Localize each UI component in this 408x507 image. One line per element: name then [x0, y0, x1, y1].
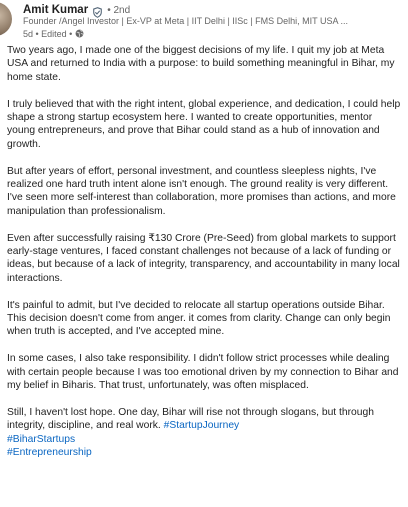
post-paragraph: But after years of effort, personal investment, and countless sleepless nights, I've realized one hard truth intent alone isn't enough. The ground reality is very different. I've seen more self-interest than collaboration, more promises than actions, and more manipulation than professionalism.	[7, 165, 396, 217]
author-headline: Founder /Angel Investor | Ex-VP at Meta | IIT Delhi | IISc | FMS Delhi, MIT USA ...	[23, 16, 348, 26]
closing-paragraph	[7, 406, 403, 460]
post-paragraph: Even after successfully raising ₹130 Crore (Pre-Seed) from global markets to support early-stage ventures, I faced constant challenges not because of a lack of funding or ideas, but because of a lack of integrity, transparency, and accountability in many local interactions.	[7, 232, 400, 284]
author-name[interactable]: Amit Kumar	[23, 4, 89, 16]
avatar-photo	[0, 2, 12, 36]
verified-shield-icon	[92, 5, 103, 16]
connection-degree: • 2nd	[107, 4, 131, 16]
post-header	[0, 0, 408, 40]
author-avatar[interactable]	[0, 2, 12, 36]
post-time: 5d • Edited •	[23, 28, 73, 39]
hashtag-link[interactable]: #StartupJourney	[163, 420, 240, 432]
post-body	[7, 44, 403, 460]
author-name-row	[23, 3, 130, 17]
post-paragraph: In some cases, I also take responsibility. I didn't follow strict processes while dealing with certain people because I was too emotional driven by my connection to Bihar and my belief in Biharis. That trust, unfortunately, was often misplaced.	[7, 353, 399, 392]
hashtag-link[interactable]: #BiharStartups	[7, 433, 76, 445]
closing-text: Still, I haven't lost hope. One day, Bihar will rise not through slogans, but through integrity, discipline, and real work.	[7, 406, 374, 432]
post-paragraph: Two years ago, I made one of the biggest decisions of my life. I quit my job at Meta USA and returned to India with a purpose: to build something meaningful in Bihar, my home state.	[7, 45, 395, 83]
hashtag-link[interactable]: #Entrepreneurship	[7, 447, 92, 459]
post-paragraph: It's painful to admit, but I've decided to relocate all startup operations outside Bihar. This decision doesn't come from anger. it comes from clarity. Change can only begin when truth is accepted, and I've accepted mine.	[7, 299, 391, 338]
globe-icon	[75, 29, 84, 38]
post-meta	[23, 28, 84, 39]
post-paragraph: I truly believed that with the right intent, global experience, and dedication, I could help shape a strong startup ecosystem here. I wanted to create opportunities, mentor young entrepreneurs, and prove that Bihar could stand as a hub of innovation and growth.	[7, 98, 401, 150]
